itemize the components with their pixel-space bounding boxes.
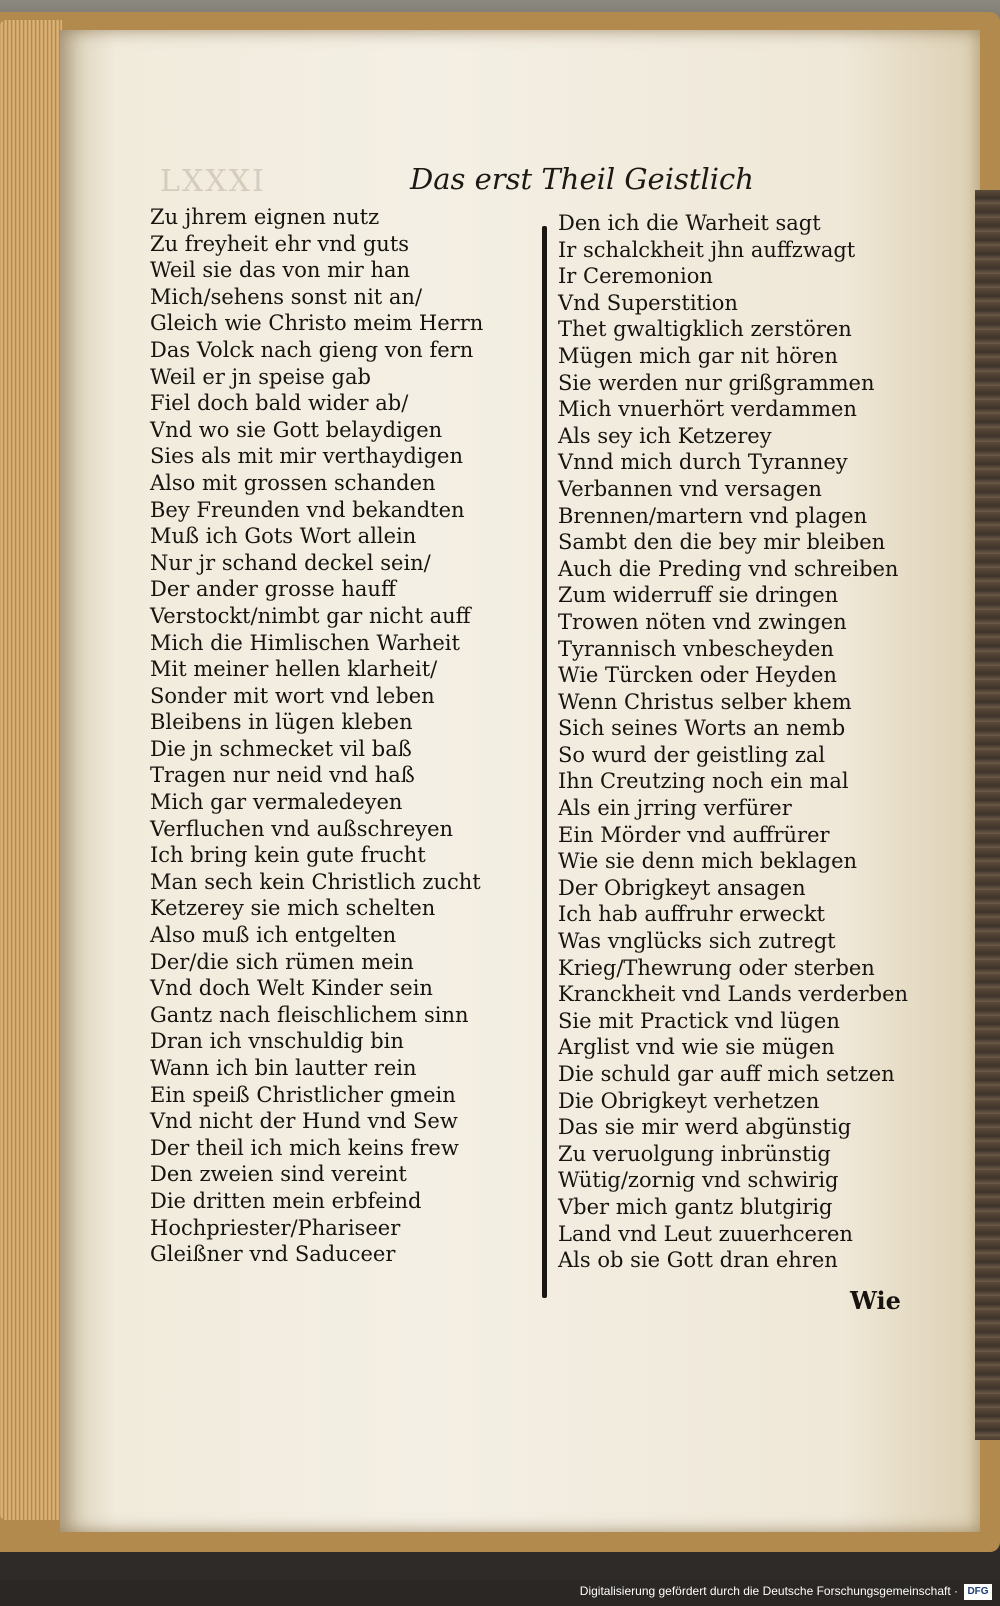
verse-line: Ihn Creutzing noch ein mal — [558, 769, 849, 794]
verse-line: Sich seines Worts an nemb — [558, 716, 846, 741]
verse-line: Sie mit Practick vnd lügen — [558, 1008, 840, 1033]
verse-line: Die dritten mein erbfeind — [150, 1188, 422, 1213]
verse-line: Tyrannisch vnbescheyden — [558, 636, 834, 661]
verse-line: Den zweien sind vereint — [150, 1162, 407, 1187]
verse-line: Vnd nicht der Hund vnd Sew — [150, 1109, 458, 1134]
verse-line: Wütig/zornig vnd schwirig — [558, 1168, 839, 1193]
right-page-edge — [975, 190, 1000, 1440]
verse-line: Vnnd mich durch Tyranney — [558, 450, 848, 475]
verse-line: Land vnd Leut zuuerhceren — [558, 1221, 853, 1246]
verse-line: Der theil ich mich keins frew — [150, 1135, 459, 1160]
verse-line: Als sey ich Ketzerey — [558, 423, 772, 448]
verse-line: Ich bring kein gute frucht — [150, 843, 426, 868]
verse-line: Wie sie denn mich beklagen — [558, 849, 858, 874]
verse-line: Bleibens in lügen kleben — [150, 710, 413, 735]
verse-line: Ir schalckheit jhn auffzwagt — [558, 237, 856, 262]
funding-credit: Digitalisierung gefördert durch die Deutsche Forschungsgemeinschaft · — [579, 1584, 958, 1598]
dfg-logo: DFG — [964, 1584, 992, 1600]
verse-line: Das sie mir werd abgünstig — [558, 1115, 852, 1140]
verse-line: Weil sie das von mir han — [150, 258, 411, 283]
verse-line: Wie Türcken oder Heyden — [558, 663, 837, 688]
verse-line: Kranckheit vnd Lands verderben — [558, 982, 909, 1007]
verse-line: Krieg/Thewrung oder sterben — [558, 955, 875, 980]
verse-line: Zum widerruff sie dringen — [558, 583, 839, 608]
verse-line: Mich vnuerhört verdammen — [558, 397, 857, 422]
verse-line: Zu jhrem eignen nutz — [150, 205, 380, 229]
verse-line: Ketzerey sie mich schelten — [150, 896, 436, 921]
verse-line: Tragen nur neid vnd haß — [150, 763, 415, 788]
verse-line: Was vnglücks sich zutregt — [558, 929, 836, 954]
verse-line: Brennen/martern vnd plagen — [558, 503, 868, 528]
verse-line: Fiel doch bald wider ab/ — [150, 391, 409, 416]
verse-line: Wann ich bin lautter rein — [150, 1056, 417, 1080]
verse-line: Also muß ich entgelten — [150, 923, 397, 948]
verse-line: Mit meiner hellen klarheit/ — [150, 657, 438, 682]
verse-line: Der/die sich rümen mein — [150, 949, 414, 974]
verse-line: Vnd wo sie Gott belaydigen — [150, 417, 443, 442]
verse-line: Man sech kein Christlich zucht — [150, 869, 481, 894]
verse-line: Die schuld gar auff mich setzen — [558, 1062, 895, 1086]
verse-line: Verbannen vnd versagen — [558, 476, 822, 501]
verse-line: Gleißner vnd Saduceer — [150, 1242, 396, 1267]
verse-line: Auch die Preding vnd schreiben — [558, 556, 899, 581]
verse-line: Ir Ceremonion — [558, 264, 713, 289]
credit-bar — [0, 1580, 1000, 1606]
verse-line: Trowen nöten vnd zwingen — [558, 609, 847, 634]
verse-line: Dran ich vnschuldig bin — [150, 1029, 404, 1054]
bleed-through-folio: LXXXI — [160, 164, 266, 199]
verse-line: Sonder mit wort vnd leben — [150, 683, 435, 708]
verse-line: Der ander grosse hauff — [150, 577, 396, 602]
verse-line: Verfluchen vnd außschreyen — [150, 816, 454, 841]
verse-line: Die jn schmecket vil baß — [150, 736, 412, 761]
verse-line: Sies als mit mir verthaydigen — [150, 444, 463, 469]
verse-line: Hochpriester/Phariseer — [150, 1215, 401, 1240]
verse-line: Das Volck nach gieng von fern — [150, 337, 474, 362]
verse-line: Vber mich gantz blutgirig — [558, 1194, 833, 1219]
page-edges — [0, 20, 62, 1520]
verse-line: Den ich die Warheit sagt — [558, 211, 821, 235]
verse-line: Gleich wie Christo meim Herrn — [150, 311, 484, 336]
verse-line: Bey Freunden vnd bekandten — [150, 497, 465, 522]
verse-line: Sie werden nur grißgrammen — [558, 370, 875, 395]
verse-line: Verstockt/nimbt gar nicht auff — [150, 603, 471, 628]
verse-line: Vnd Superstition — [558, 290, 738, 315]
verse-line: Zu freyheit ehr vnd guts — [150, 231, 410, 256]
verse-line: Ein speiß Christlicher gmein — [150, 1082, 456, 1107]
catchword: Wie — [850, 1286, 901, 1315]
verse-line: Nur jr schand deckel sein/ — [150, 550, 431, 575]
left-verse-column — [150, 204, 483, 1268]
column-rule — [542, 226, 547, 1298]
verse-line: Als ein jrring verfürer — [558, 796, 792, 821]
verse-line: Weil er jn speise gab — [150, 364, 371, 389]
verse-line: Mich/sehens sonst nit an/ — [150, 284, 423, 309]
verse-line: Sambt den die bey mir bleiben — [558, 530, 886, 555]
right-verse-column — [558, 210, 908, 1274]
verse-line: Gantz nach fleischlichem sinn — [150, 1002, 469, 1027]
verse-line: Also mit grossen schanden — [150, 470, 436, 495]
verse-line: Zu veruolgung inbrünstig — [558, 1141, 831, 1166]
verse-line: Der Obrigkeyt ansagen — [558, 875, 806, 900]
verse-line: Thet gwaltigklich zerstören — [558, 317, 852, 342]
verse-line: Als ob sie Gott dran ehren — [558, 1248, 838, 1273]
verse-line: So wurd der geistling zal — [558, 742, 826, 767]
verse-line: Ich hab auffruhr erweckt — [558, 902, 825, 927]
verse-line: Mügen mich gar nit hören — [558, 343, 838, 368]
verse-line: Die Obrigkeyt verhetzen — [558, 1088, 820, 1113]
verse-line: Muß ich Gots Wort allein — [150, 524, 417, 549]
verse-line: Vnd doch Welt Kinder sein — [150, 976, 433, 1001]
verse-line: Wenn Christus selber khem — [558, 689, 852, 714]
verse-line: Mich die Himlischen Warheit — [150, 630, 460, 655]
running-head: Das erst Theil Geistlich — [410, 162, 754, 196]
verse-line: Arglist vnd wie sie mügen — [558, 1035, 835, 1060]
verse-line: Ein Mörder vnd auffrürer — [558, 822, 830, 847]
verse-line: Mich gar vermaledeyen — [150, 790, 403, 815]
